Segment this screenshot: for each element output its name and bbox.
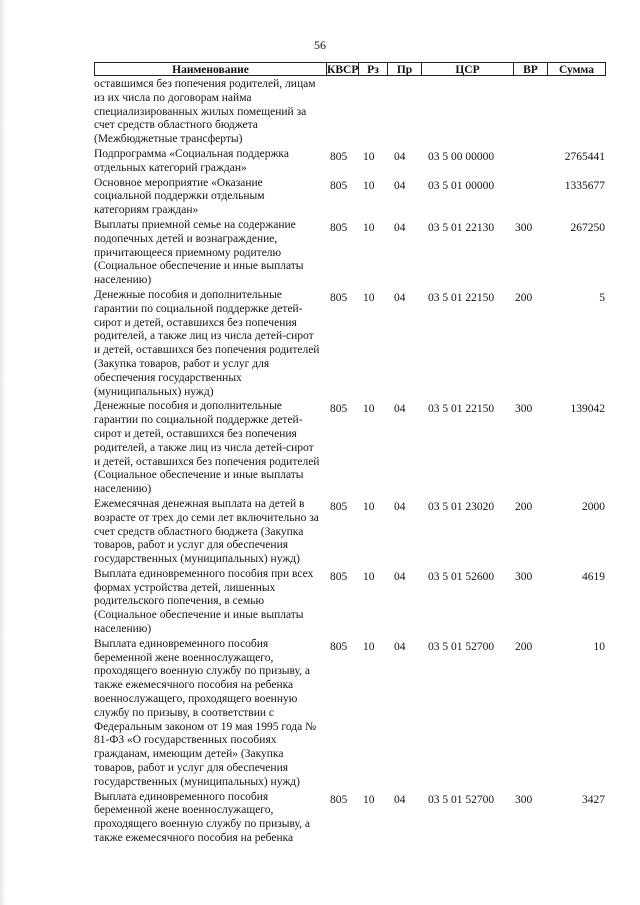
- row-csr: 03 5 01 23020: [428, 500, 495, 513]
- row-pr: 04: [394, 291, 406, 304]
- row-csr: 03 5 01 52600: [428, 570, 495, 583]
- row-csr: 03 5 01 52700: [428, 793, 495, 806]
- row-name: Подпрограмма «Социальная поддержка отдельных категорий граждан»: [94, 147, 289, 174]
- row-rz: 10: [363, 640, 375, 653]
- row-name: Выплата единовременного пособия беременной жене военнослужащего, проходящего военную службу по призыву, а также ежемесячного пособия на ребенка: [94, 790, 310, 845]
- table-row: [94, 567, 614, 637]
- row-rz: 10: [363, 793, 375, 806]
- row-vr: 300: [515, 403, 533, 416]
- row-sum: 139042: [570, 403, 605, 416]
- row-sum: 10: [593, 640, 605, 653]
- row-sum: 267250: [570, 221, 605, 234]
- row-vr: 300: [515, 570, 533, 583]
- row-csr: 03 5 00 00000: [428, 150, 495, 163]
- row-rz: 10: [363, 221, 375, 234]
- row-kvsr: 805: [330, 403, 348, 416]
- table-header: [94, 62, 606, 77]
- row-rz: 10: [363, 570, 375, 583]
- row-sum: 5: [599, 291, 605, 304]
- row-csr: 03 5 01 22150: [428, 291, 495, 304]
- table-row: [94, 497, 614, 567]
- row-csr: 03 5 01 22150: [428, 403, 495, 416]
- row-vr: 200: [515, 640, 533, 653]
- header-sum: Сумма: [547, 62, 606, 76]
- header-pr: Пр: [387, 62, 421, 76]
- row-name: Выплата единовременного пособия беременной жене военнослужащего, проходящего военную службу по призыву, а также ежемесячного пособия на ребенка военнослужащего, проходящего военную службу по призыву, в соответствии с Федеральным законом от 19 мая 1995 года № 81-ФЗ «О государственных пособиях гражданам, имеющим детей» (Закупка товаров, работ и услуг для обеспечения государственных (муниципальных) нужд): [94, 637, 317, 788]
- budget-table-body: [94, 77, 614, 846]
- row-rz: 10: [363, 179, 375, 192]
- row-kvsr: 805: [330, 179, 348, 192]
- row-pr: 04: [394, 793, 406, 806]
- row-rz: 10: [363, 291, 375, 304]
- row-kvsr: 805: [330, 221, 348, 234]
- page-number: 56: [314, 38, 326, 52]
- row-sum: 2765441: [564, 150, 605, 163]
- table-row: [94, 176, 614, 218]
- row-pr: 04: [394, 500, 406, 513]
- row-vr: 300: [515, 221, 533, 234]
- row-kvsr: 805: [330, 291, 348, 304]
- table-row: [94, 147, 614, 176]
- row-name: Выплата единовременного пособия при всех формах устройства детей, лишенных родительского попечения, в семью (Социальное обеспечение и иные выплаты населению): [94, 567, 314, 636]
- row-name: Основное мероприятие «Оказание социальной поддержки отдельным категориям граждан»: [94, 176, 265, 217]
- row-name: Ежемесячная денежная выплата на детей в возрасте от трех до семи лет включительно за счет средств областного бюджета (Закупка товаров, работ и услуг для обеспечения государственных (муниципальных) нужд): [94, 497, 319, 566]
- row-pr: 04: [394, 570, 406, 583]
- header-vr: ВР: [513, 62, 547, 76]
- header-csr: ЦСР: [421, 62, 513, 76]
- scan-edge-shadow: [0, 0, 6, 905]
- row-kvsr: 805: [330, 570, 348, 583]
- row-name: Денежные пособия и дополнительные гарантии по социальной поддержке детей-сирот и детей, оставшихся без попечения родителей, а также лиц из числа детей-сирот и детей, оставшихся без попечения родителей (Закупка товаров, работ и услуг для обеспечения государственных (муниципальных) нужд): [94, 288, 320, 398]
- table-row: [94, 790, 614, 846]
- row-pr: 04: [394, 150, 406, 163]
- table-row: [94, 399, 614, 497]
- row-pr: 04: [394, 403, 406, 416]
- row-rz: 10: [363, 150, 375, 163]
- row-pr: 04: [394, 179, 406, 192]
- row-pr: 04: [394, 221, 406, 234]
- row-kvsr: 805: [330, 793, 348, 806]
- row-kvsr: 805: [330, 150, 348, 163]
- row-sum: 2000: [582, 500, 605, 513]
- header-kvsr: КВСР: [327, 64, 359, 76]
- row-csr: 03 5 01 22130: [428, 221, 495, 234]
- table-row: [94, 77, 614, 147]
- table-row: [94, 637, 614, 790]
- row-kvsr: 805: [330, 640, 348, 653]
- row-csr: 03 5 01 52700: [428, 640, 495, 653]
- row-name: Денежные пособия и дополнительные гарантии по социальной поддержке детей-сирот и детей, оставшихся без попечения родителей, а также лиц из числа детей-сирот и детей, оставшихся без попечения родителей (Социальное обеспечение и иные выплаты населению): [94, 400, 320, 496]
- row-name: оставшимся без попечения родителей, лицам из их числа по договорам найма специализированных жилых помещений за счет средств областного бюджета (Межбюджетные трансферты): [94, 78, 316, 146]
- row-sum: 3427: [582, 793, 605, 806]
- row-vr: 200: [515, 500, 533, 513]
- row-kvsr: 805: [330, 500, 348, 513]
- row-sum: 1335677: [564, 179, 605, 192]
- row-pr: 04: [394, 640, 406, 653]
- row-vr: 200: [515, 291, 533, 304]
- row-csr: 03 5 01 00000: [428, 179, 495, 192]
- table-row: [94, 288, 614, 399]
- row-rz: 10: [363, 403, 375, 416]
- row-rz: 10: [363, 500, 375, 513]
- row-vr: 300: [515, 793, 533, 806]
- header-name: Наименование: [94, 62, 326, 76]
- row-sum: 4619: [582, 570, 605, 583]
- header-rz: Рз: [358, 62, 387, 76]
- table-row: [94, 218, 614, 288]
- row-name: Выплаты приемной семье на содержание подопечных детей и вознаграждение, причитающееся приемному родителю (Социальное обеспечение и иные выплаты населению): [94, 218, 304, 287]
